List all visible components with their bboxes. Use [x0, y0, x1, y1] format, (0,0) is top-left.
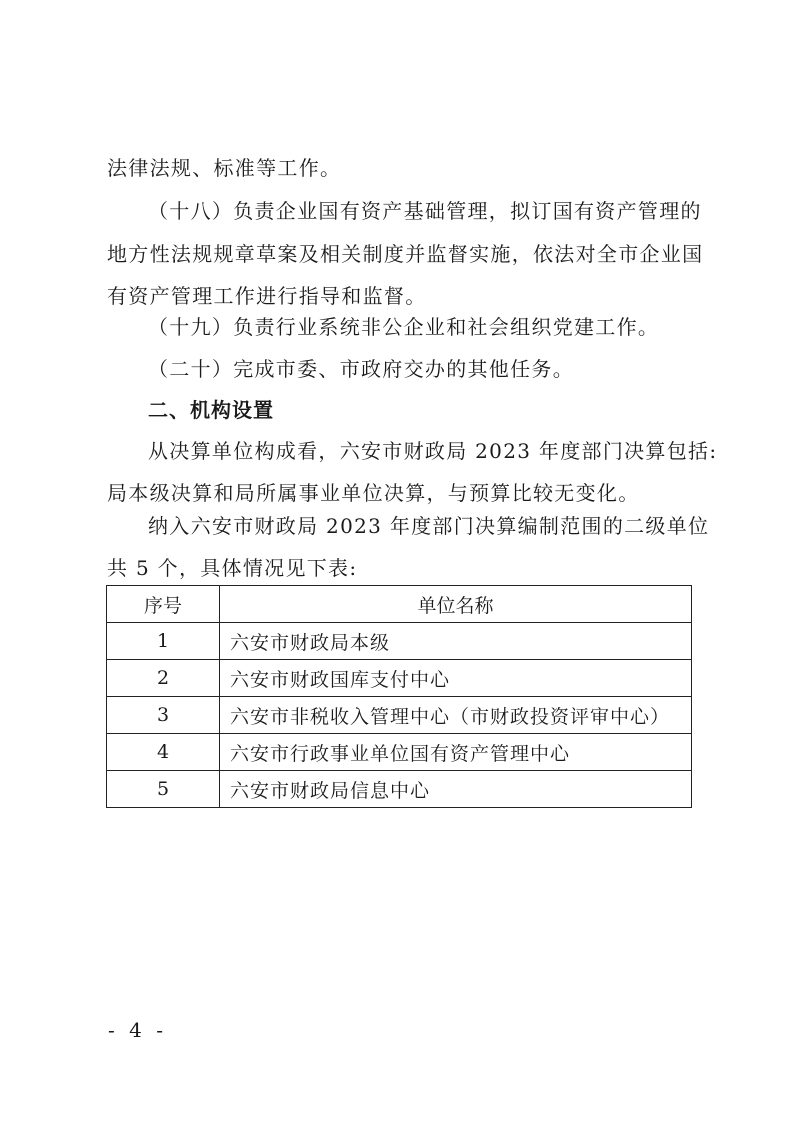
paragraph-line: 地方性法规规章草案及相关制度并监督实施，依法对全市企业国 — [107, 242, 704, 266]
paragraph-line: （二十）完成市委、市政府交办的其他任务。 — [148, 357, 574, 381]
paragraph-line: 法律法规、标准等工作。 — [107, 156, 342, 180]
unit-name: 六安市财政局本级 — [220, 623, 692, 660]
paragraph-line: （十九）负责行业系统非公企业和社会组织党建工作。 — [148, 315, 660, 339]
row-number: 3 — [107, 697, 220, 734]
unit-name: 六安市财政局信息中心 — [220, 771, 692, 808]
table-row — [107, 697, 692, 734]
table-row — [107, 623, 692, 660]
table-row — [107, 660, 692, 697]
row-number: 1 — [107, 623, 220, 660]
table-header-row — [107, 586, 692, 623]
paragraph-line: 有资产管理工作进行指导和监督。 — [107, 284, 427, 308]
section-heading: 二、机构设置 — [148, 398, 274, 422]
paragraph-line: （十八）负责企业国有资产基础管理，拟订国有资产管理的 — [148, 199, 702, 223]
row-number: 5 — [107, 771, 220, 808]
row-number: 4 — [107, 734, 220, 771]
row-number: 2 — [107, 660, 220, 697]
unit-name: 六安市行政事业单位国有资产管理中心 — [220, 734, 692, 771]
paragraph-line: 局本级决算和局所属事业单位决算，与预算比较无变化。 — [107, 481, 640, 505]
units-table — [106, 585, 692, 808]
page-number: - 4 - — [108, 1018, 167, 1042]
paragraph-line: 纳入六安市财政局 2023 年度部门决算编制范围的二级单位 — [148, 514, 710, 538]
paragraph-line: 从决算单位构成看，六安市财政局 2023 年度部门决算包括: — [148, 439, 718, 463]
unit-name: 六安市非税收入管理中心（市财政投资评审中心） — [220, 697, 692, 734]
table-row — [107, 734, 692, 771]
column-header-unit-name: 单位名称 — [220, 586, 692, 623]
unit-name: 六安市财政国库支付中心 — [220, 660, 692, 697]
paragraph-line: 共 5 个，具体情况见下表: — [107, 556, 358, 580]
table-row — [107, 771, 692, 808]
column-header-number: 序号 — [107, 586, 220, 623]
